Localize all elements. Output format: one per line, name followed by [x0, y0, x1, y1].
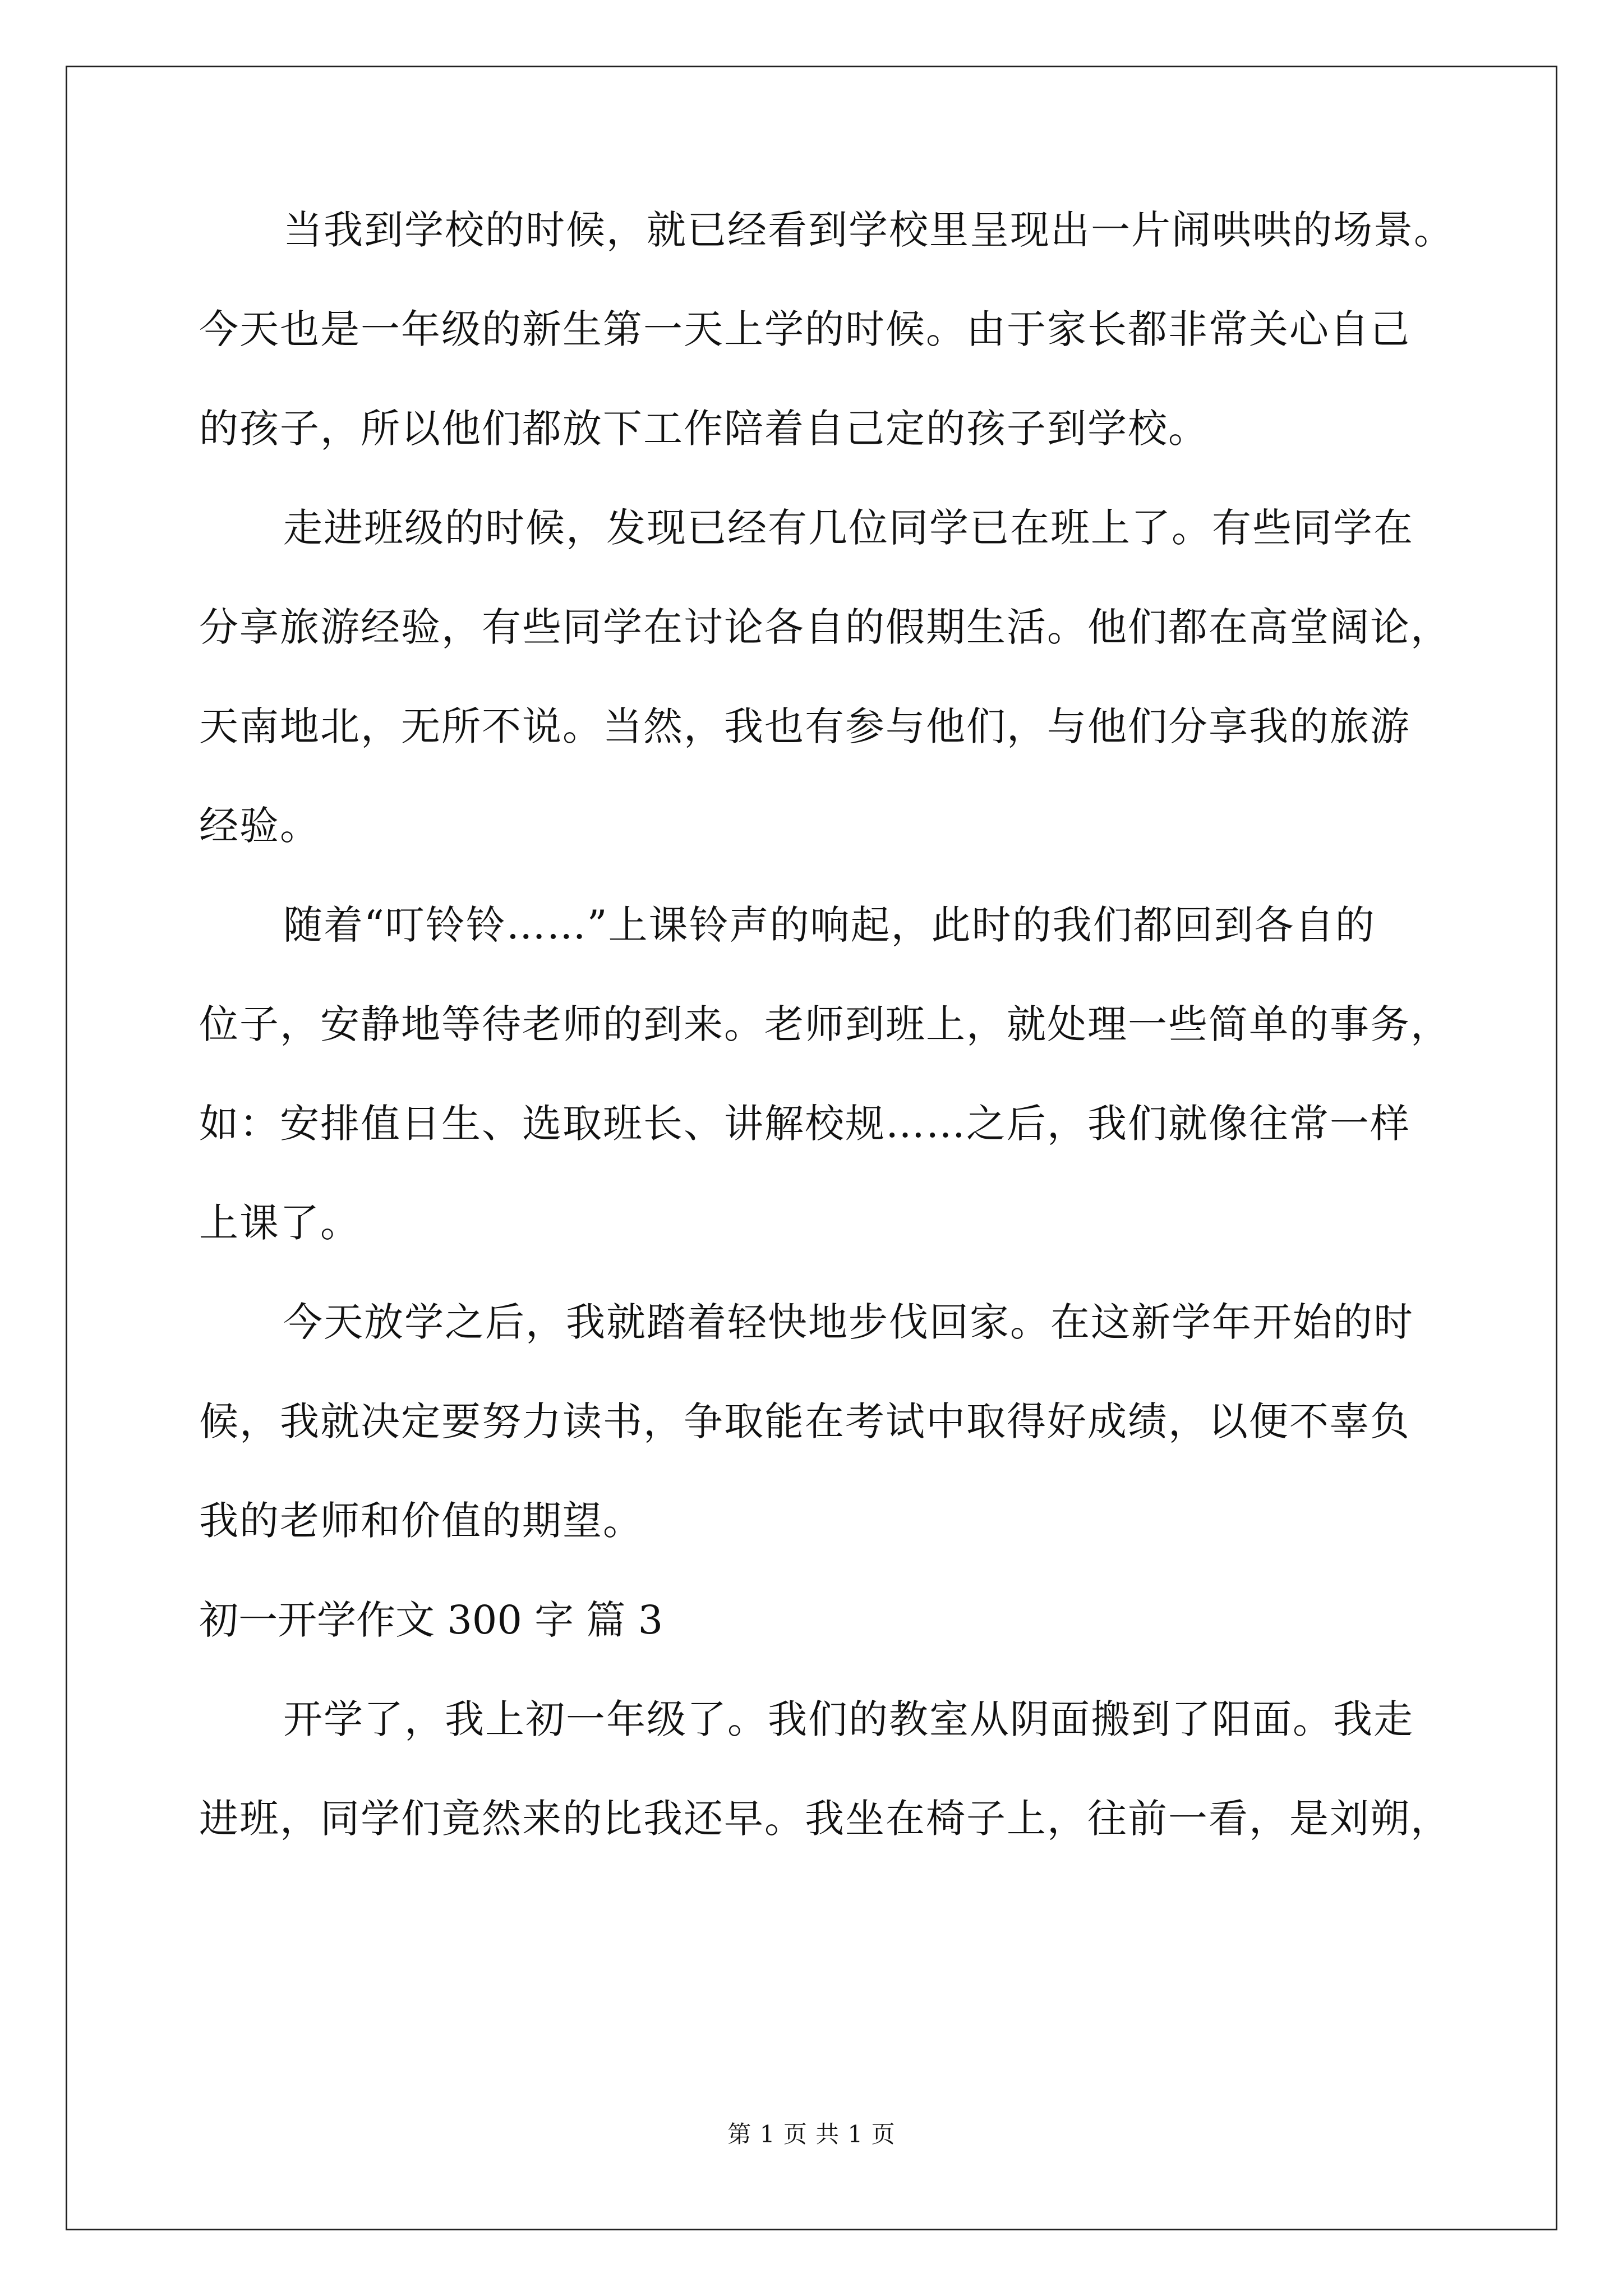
- text-line: 经验。: [199, 803, 320, 849]
- text-line: 进班，同学们竟然来的比我还早。我坐在椅子上，往前一看，是刘朔，: [199, 1796, 1451, 1842]
- document-body: [199, 202, 1454, 1890]
- text-line: 的孩子，所以他们都放下工作陪着自己定的孩子到学校。: [199, 406, 1209, 452]
- page-number-footer: 第 1 页 共 1 页: [727, 2120, 896, 2148]
- text-line: 如：安排值日生、选取班长、讲解校规……之后，我们就像往常一样: [199, 1101, 1410, 1147]
- text-line: 位子，安静地等待老师的到来。老师到班上，就处理一些简单的事务，: [199, 1001, 1451, 1047]
- text-line: 候，我就决定要努力读书，争取能在考试中取得好成绩，以便不辜负: [199, 1398, 1410, 1444]
- text-line: 开学了，我上初一年级了。我们的教室从阴面搬到了阳面。我走: [283, 1696, 1414, 1742]
- text-line: 走进班级的时候，发现已经有几位同学已在班上了。有些同学在: [283, 505, 1414, 551]
- text-line: 我的老师和价值的期望。: [199, 1498, 643, 1544]
- text-line: 当我到学校的时候，就已经看到学校里呈现出一片闹哄哄的场景。: [283, 207, 1454, 253]
- text-line: 天南地北，无所不说。当然，我也有参与他们，与他们分享我的旅游: [199, 703, 1410, 749]
- text-line: 分享旅游经验，有些同学在讨论各自的假期生活。他们都在高堂阔论，: [199, 604, 1451, 650]
- text-line: 随着“叮铃铃……”上课铃声的响起，此时的我们都回到各自的: [283, 902, 1376, 948]
- section-heading: 初一开学作文 300 字 篇 3: [199, 1597, 663, 1643]
- text-line: 上课了。: [199, 1200, 361, 1246]
- text-line: 今天也是一年级的新生第一天上学的时候。由于家长都非常关心自己: [199, 306, 1410, 352]
- text-line: 今天放学之后，我就踏着轻快地步伐回家。在这新学年开始的时: [283, 1299, 1414, 1345]
